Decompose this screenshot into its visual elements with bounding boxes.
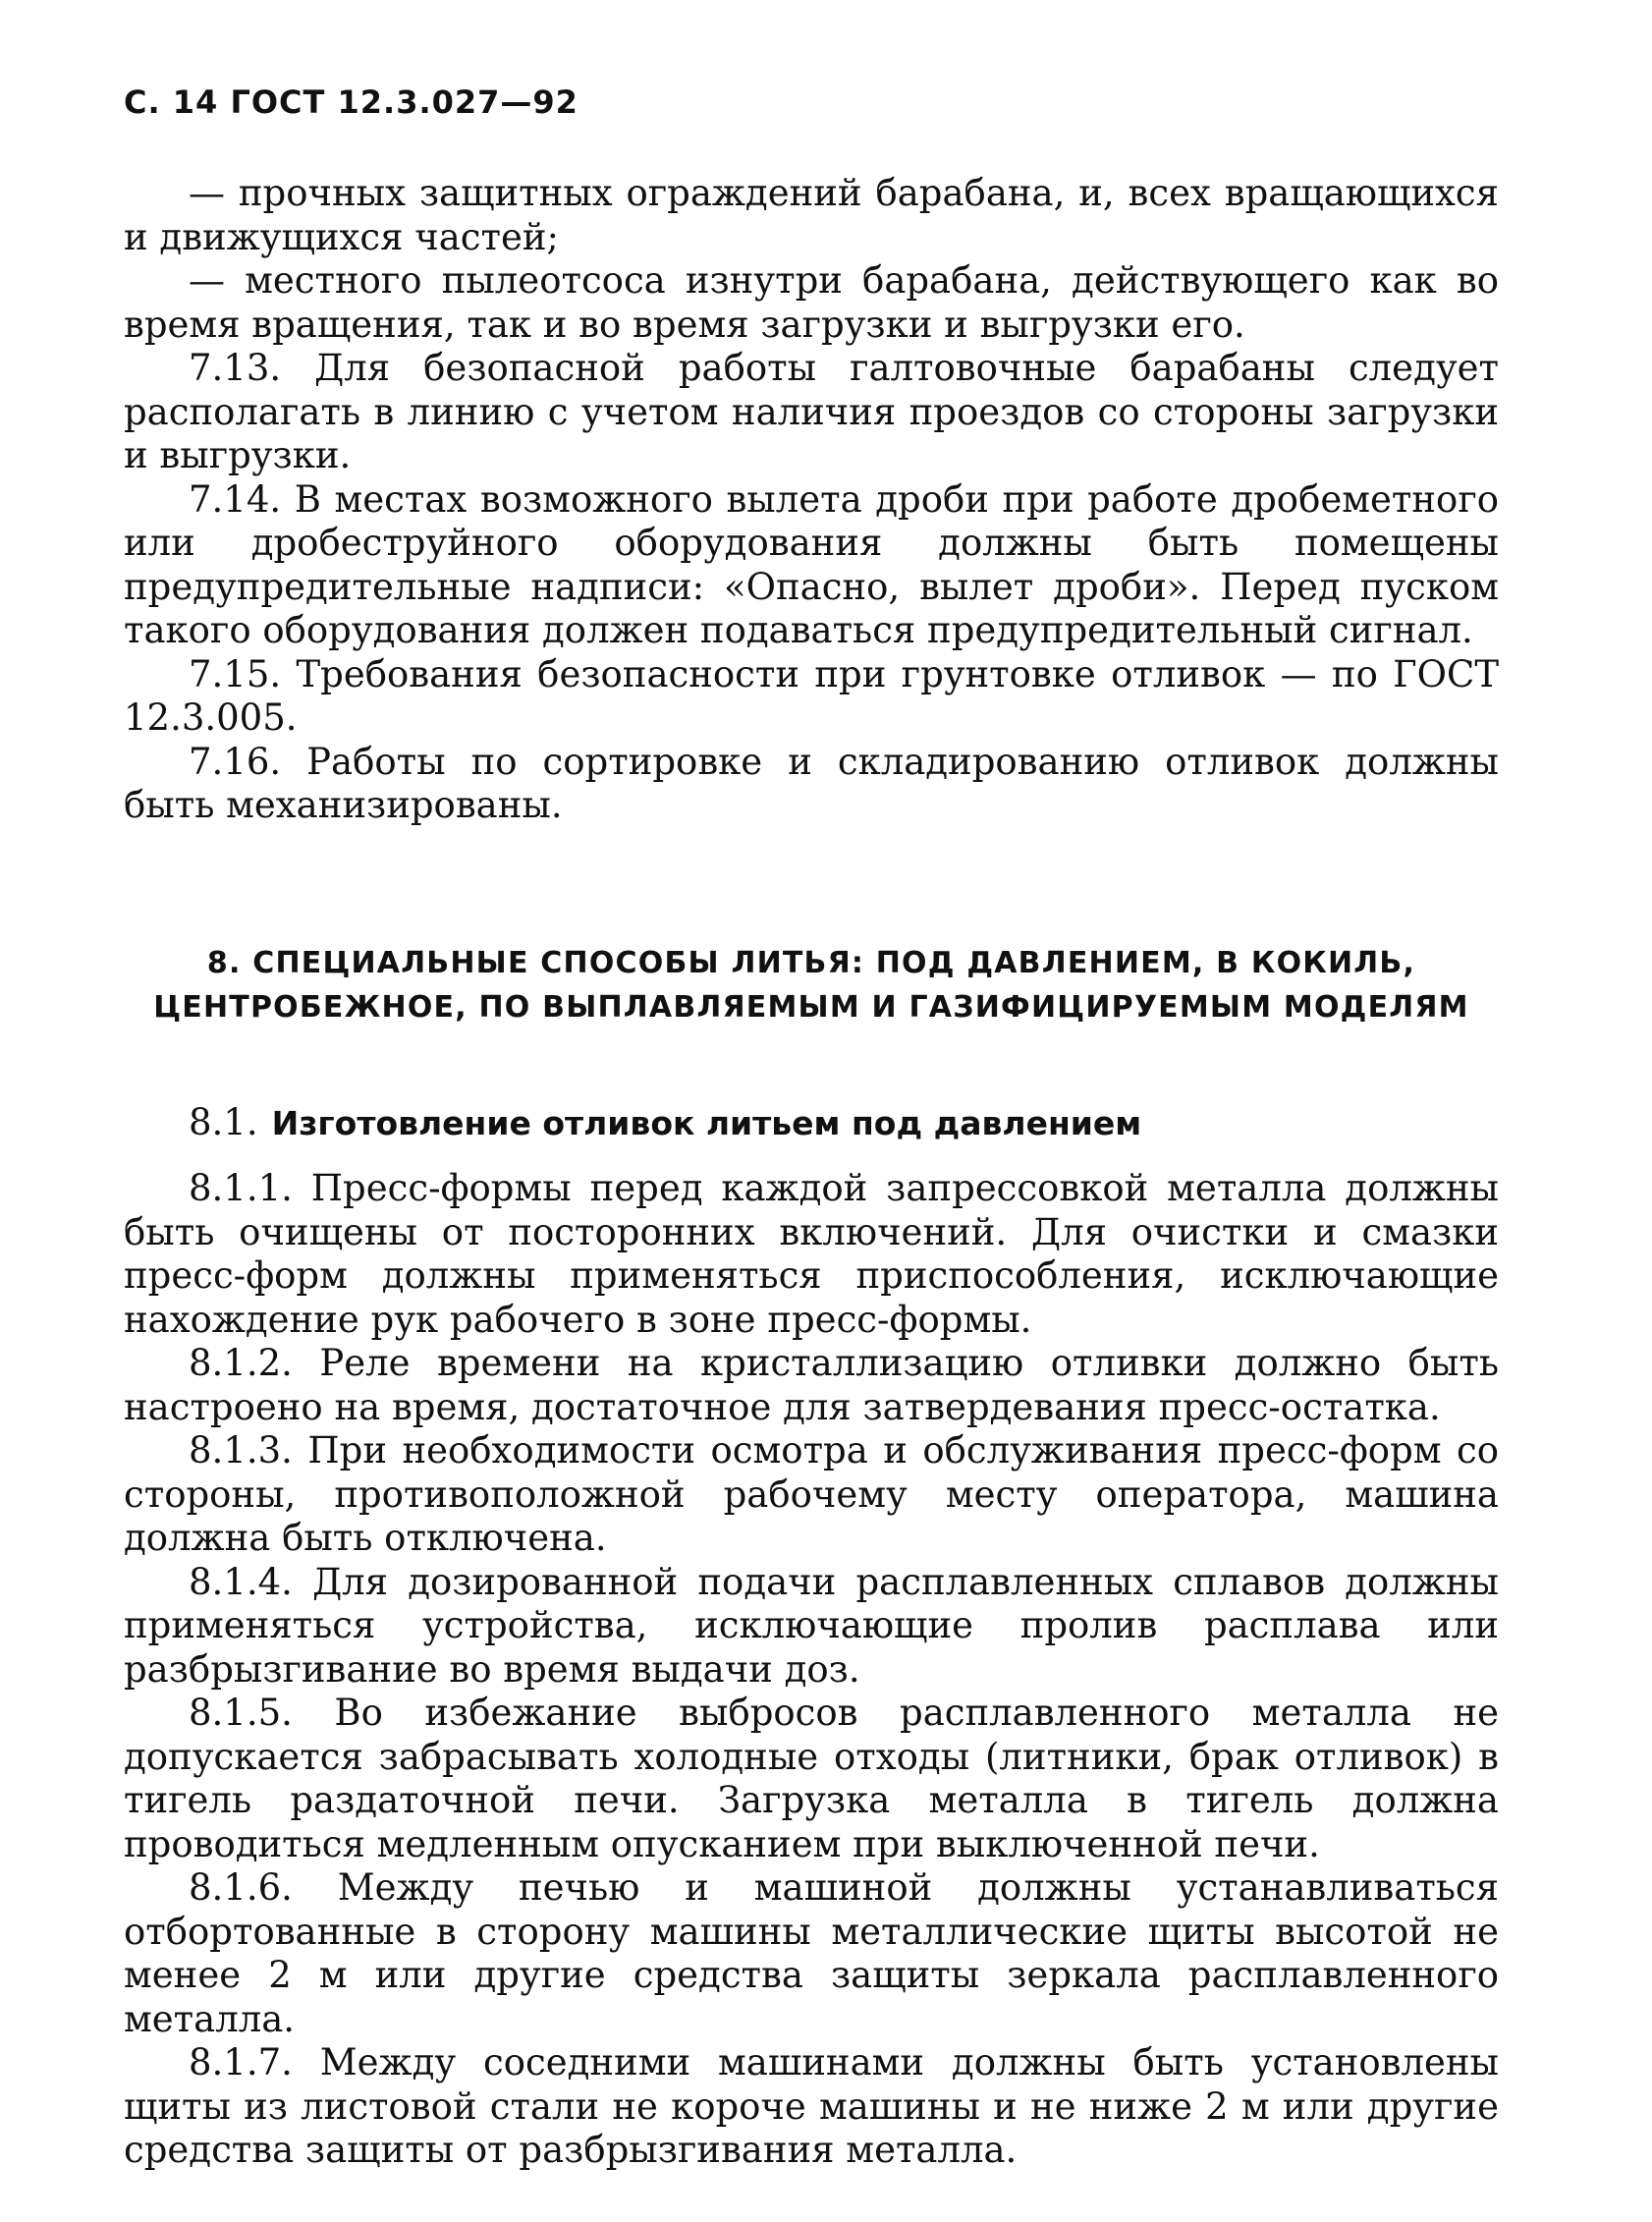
- paragraph-8-1-4: 8.1.4. Для дозированной подачи расплавленных сплавов должны применяться устройства, исключающие пролив расплава или разбрызгивание во время выдачи доз.: [124, 1560, 1499, 1691]
- subsection-heading: [189, 1100, 1141, 1146]
- paragraph-7-13: 7.13. Для безопасной работы галтовочные барабаны следует располагать в линию с учетом наличия проездов со стороны загрузки и выгрузки.: [124, 347, 1499, 476]
- body-text-top: [124, 172, 1499, 828]
- paragraph-8-1-1: 8.1.1. Пресс-формы перед каждой запрессовкой металла должны быть очищены от посторонних включений. Для очистки и смазки пресс-форм должны применяться приспособления, исключающие нахождение рук рабочего в зоне пресс-формы.: [124, 1167, 1499, 1341]
- subsection-number: 8.1.: [189, 1101, 258, 1143]
- section-title: 8. СПЕЦИАЛЬНЫЕ СПОСОБЫ ЛИТЬЯ: ПОД ДАВЛЕНИЕМ, В КОКИЛЬ, ЦЕНТРОБЕЖНОЕ, ПО ВЫПЛАВЛЯЕМЫМ И ГАЗИФИЦИРУЕМЫМ МОДЕЛЯМ: [153, 946, 1469, 1025]
- paragraph-dust-extraction: — местного пылеотсоса изнутри барабана, действующего как во время вращения, так и во время загрузки и выгрузки его.: [124, 259, 1499, 346]
- paragraph-8-1-6: 8.1.6. Между печью и машиной должны устанавливаться отбортованные в сторону машины металлические щиты высотой не менее 2 м или другие средства защиты зеркала расплавленного металла.: [124, 1866, 1499, 2040]
- paragraph-guards: — прочных защитных ограждений барабана, и, всех вращающихся и движущихся частей;: [124, 172, 1499, 258]
- paragraph-8-1-3: 8.1.3. При необходимости осмотра и обслуживания пресс-форм со стороны, противоположной рабочему месту оператора, машина должна быть отключена.: [124, 1429, 1499, 1559]
- paragraph-7-15: 7.15. Требования безопасности при грунтовке отливок — по ГОСТ 12.3.005.: [124, 652, 1499, 739]
- paragraph-7-14: 7.14. В местах возможного вылета дроби при работе дробеметного или дробеструйного оборудования должны быть помещены предупредительные надписи: «Опасно, вылет дроби». Перед пуском такого оборудования должен подаваться предупредительный сигнал.: [124, 477, 1499, 651]
- body-text-bottom: [124, 1167, 1499, 2173]
- paragraph-8-1-5: 8.1.5. Во избежание выбросов расплавленного металла не допускается забрасывать холодные отходы (литники, брак отливок) в тигель раздаточной печи. Загрузка металла в тигель должна проводиться медленным опусканием при выключенной печи.: [124, 1692, 1499, 1865]
- paragraph-8-1-2: 8.1.2. Реле времени на кристаллизацию отливки должно быть настроено на время, достаточное для затвердевания пресс-остатка.: [124, 1342, 1499, 1428]
- page-header: С. 14 ГОСТ 12.3.027—92: [124, 83, 578, 121]
- paragraph-8-1-7: 8.1.7. Между соседними машинами должны быть установлены щиты из листовой стали не короче машины и не ниже 2 м или другие средства защиты от разбрызгивания металла.: [124, 2041, 1499, 2171]
- paragraph-7-16: 7.16. Работы по сортировке и складированию отливок должны быть механизированы.: [124, 740, 1499, 826]
- subsection-title: Изготовление отливок литьем под давлением: [271, 1104, 1142, 1142]
